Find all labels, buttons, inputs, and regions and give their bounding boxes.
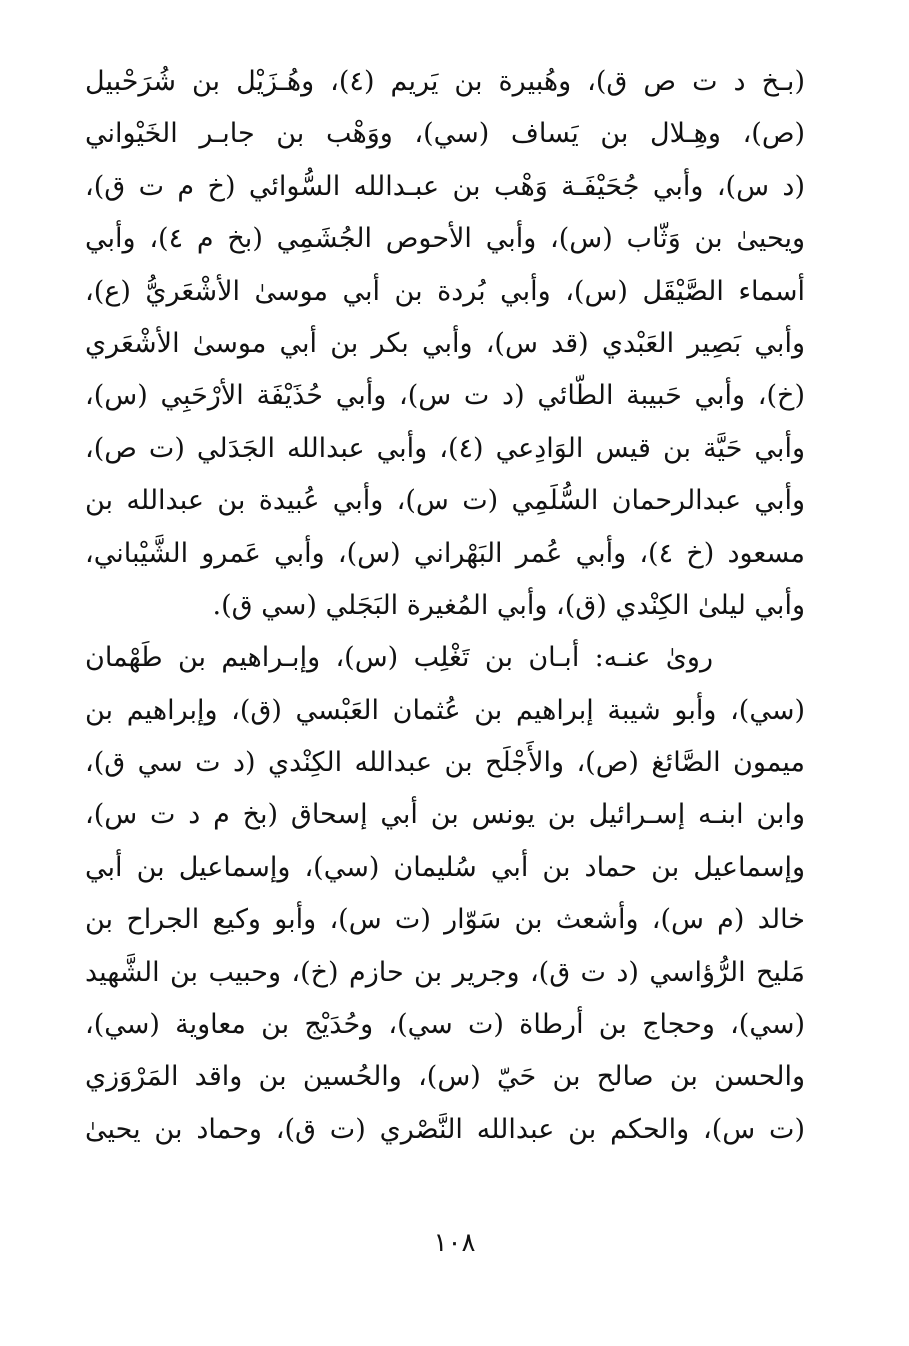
text-line: وأبي عبدالرحمان السُّلَمِي (ت س)، وأبي عُبيدة بن عبدالله بن: [85, 485, 805, 517]
body-text: [85, 56, 805, 1156]
text-line: (ت س)، والحكم بن عبدالله النَّصْري (ت ق)، وحماد بن يحيىٰ: [85, 1113, 805, 1145]
text-line: ميمون الصَّائغ (ص)، والأَجْلَح بن عبدالله الكِنْدي (د ت سي ق)،: [85, 747, 805, 779]
text-line: مَليح الرُّؤاسي (د ت ق)، وجرير بن حازم (خ)، وحبيب بن الشَّهيد: [85, 956, 805, 988]
text-line: (خ)، وأبي حَبيبة الطّائي (د ت س)، وأبي حُذَيْفَة الأرْحَبِي (س)،: [85, 380, 805, 412]
text-line: والحسن بن صالح بن حَيّ (س)، والحُسين بن واقد المَرْوَزي: [85, 1061, 805, 1093]
text-line: (سي)، وحجاج بن أرطاة (ت سي)، وحُدَيْج بن معاوية (سي)،: [85, 1009, 805, 1041]
text-line: وأبي ليلىٰ الكِنْدي (ق)، وأبي المُغيرة البَجَلي (سي ق).: [212, 589, 805, 621]
text-line: وأبي بَصِير العَبْدي (قد س)، وأبي بكر بن أبي موسىٰ الأشْعَري: [85, 327, 805, 359]
text-line: (سي)، وأبو شيبة إبراهيم بن عُثمان العَبْسي (ق)، وإبراهيم بن: [85, 694, 805, 726]
text-line: وابن ابنـه إسـرائيل بن يونس بن أبي إسحاق (بخ م د ت س)،: [85, 799, 805, 831]
text-line: روىٰ عنـه: أبـان بن تَغْلِب (س)، وإبـراهيم بن طَهْمان: [85, 642, 713, 674]
paragraph-students: [85, 632, 805, 1156]
page-number: ١٠٨: [433, 1228, 476, 1258]
text-line: ويحيىٰ بن وَثّاب (س)، وأبي الأحوص الجُشَمِي (بخ م ٤)، وأبي: [85, 223, 805, 255]
text-line: (بـخ د ت ص ق)، وهُبيرة بن يَريم (٤)، وهُـزَيْل بن شُرَحْبيل: [85, 66, 805, 97]
text-line: وأبي حَيَّة بن قيس الوَادِعي (٤)، وأبي عبدالله الجَدَلي (ت ص)،: [85, 432, 805, 464]
text-line: مسعود (خ ٤)، وأبي عُمر البَهْراني (س)، وأبي عَمرو الشَّيْباني،: [85, 537, 805, 569]
text-line: (ص)، وهِـلال بن يَساف (سي)، ووَهْب بن جابـر الخَيْواني: [85, 118, 805, 150]
paragraph-teachers: [85, 56, 805, 632]
text-line: أسماء الصَّيْقَل (س)، وأبي بُردة بن أبي موسىٰ الأشْعَريُّ (ع)،: [85, 275, 805, 307]
text-line: خالد (م س)، وأشعث بن سَوّار (ت س)، وأبو وكيع الجراح بن: [85, 904, 805, 936]
text-line: (د س)، وأبي جُحَيْفَـة وَهْب بن عبـدالله السُّوائي (خ م ت ق)،: [85, 170, 805, 202]
text-line: وإسماعيل بن حماد بن أبي سُليمان (سي)، وإسماعيل بن أبي: [85, 851, 805, 883]
